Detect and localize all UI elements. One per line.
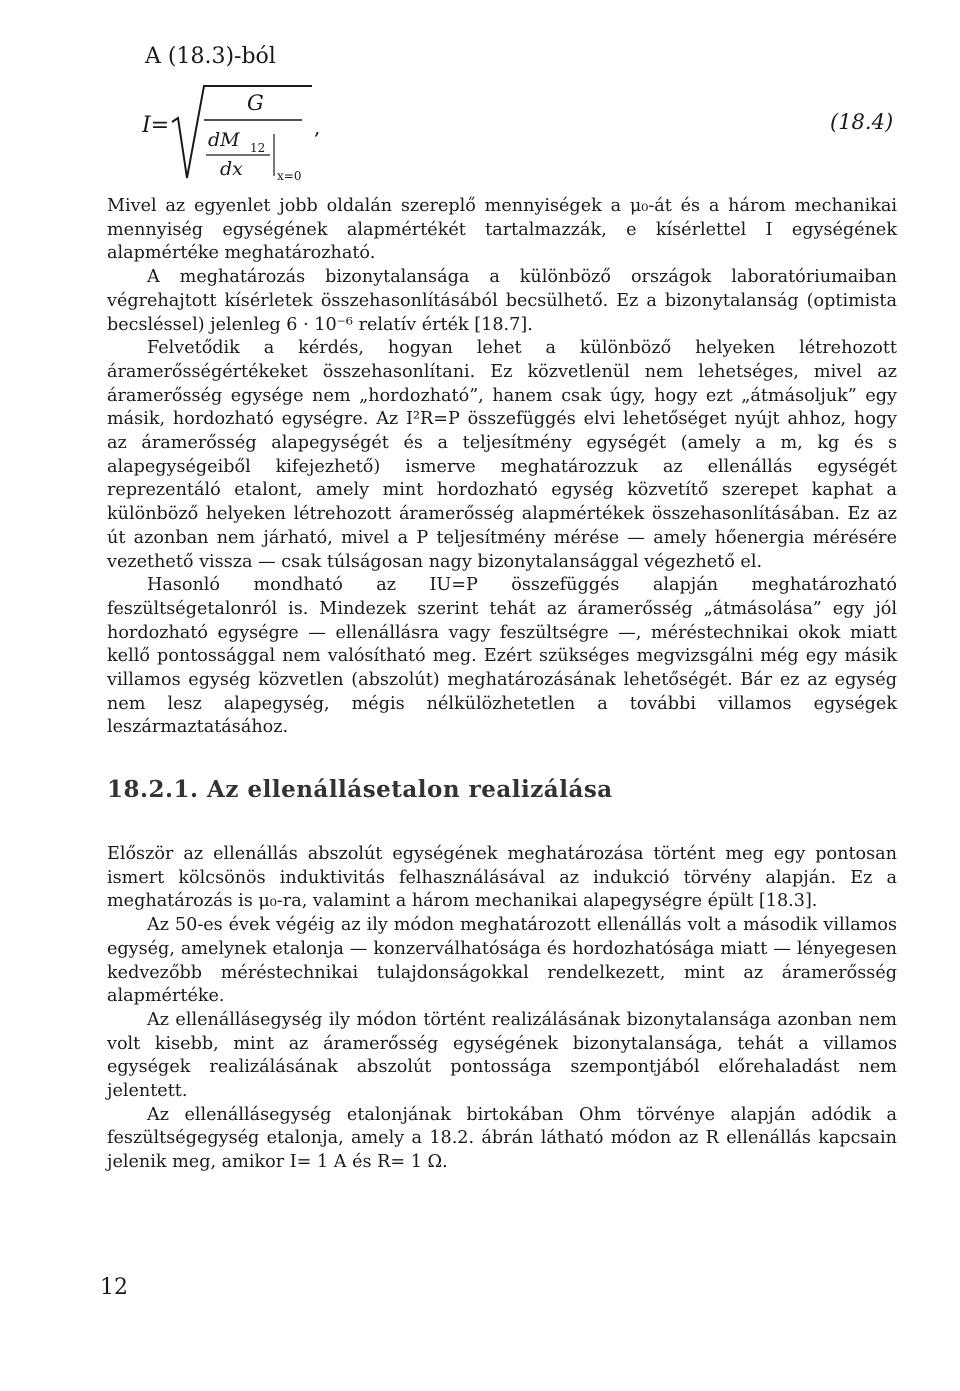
- text-block-before-heading: [107, 195, 897, 740]
- paragraph: Mivel az egyenlet jobb oldalán szereplő mennyiségek a μ₀-át és a három mechanikai mennyiség egységének alapmértékét tartalmazzák, e kísérlettel I egységének alapmértéke meghatározható.: [107, 196, 897, 264]
- intro-line: A (18.3)-ból: [145, 44, 276, 69]
- paragraph: Az ellenállásegység etalonjának birtokában Ohm törvénye alapján adódik a feszültségegység etalonja, amely a 18.2. ábrán látható módon az R ellenállás kapcsain jelenik meg, amikor I= 1 A és R= 1 Ω.: [107, 1104, 897, 1173]
- inner-numerator-sub: 12: [250, 141, 266, 155]
- formula-lhs: I=: [142, 113, 170, 138]
- formula-comma: ,: [314, 115, 321, 139]
- formula-18-4: [142, 82, 902, 182]
- paragraph: Az 50-es évek végéig az ily módon meghatározott ellenállás volt a második villamos egység, amelynek etalonja — konzerválhatósága és hordozhatósága miatt — lényegesen kedvezőbb méréstechnikai tulajdonságokkal rendelkezett, mint az áramerősség alapmértéke.: [107, 915, 897, 1007]
- evaluation-subscript: x=0: [277, 169, 302, 182]
- section-heading: 18.2.1. Az ellenállásetalon realizálása: [107, 776, 613, 803]
- text-block-after-heading: [107, 843, 897, 1175]
- paragraph: Először az ellenállás abszolút egységének meghatározása történt meg egy pontosan ismert kölcsönös induktivitás felhasználásával az indukció törvény alapján. Ez a meghatározás is μ₀-ra, valamint a három mechanikai alapegységre épült [18.3].: [107, 844, 897, 912]
- page-number: 12: [100, 1275, 128, 1300]
- paragraph: A meghatározás bizonytalansága a különböző országok laboratóriumaiban végrehajtott kísérletek összehasonlításából becsülhető. Ez a bizonytalanság (optimista becsléssel) jelenleg 6 · 10⁻⁶ relatív érték [18.7].: [107, 267, 897, 335]
- equation-number: (18.4): [830, 110, 894, 134]
- inner-denominator: dx: [220, 158, 243, 180]
- paragraph: Hasonló mondható az IU=P összefüggés alapján meghatározható feszültségetalonról is. Mindezek szerint tehát az áramerősség „átmásolása” egy jól hordozható egységre — ellenállásra vagy feszültségre —, méréstechnikai okok miatt kellő pontossággal nem valósítható meg. Ezért szükséges megvizsgálni még egy másik villamos egység közvetlen (abszolút) meghatározásának lehetőségét. Bár ez az egység nem lesz alapegység, mégis nélkülözhetetlen a további villamos egységek leszármaztatásához.: [107, 575, 897, 738]
- paragraph: Az ellenállásegység ily módon történt realizálásának bizonytalansága azonban nem volt kisebb, mint az áramerősség egységének bizonytalansága, tehát a villamos egységek realizálásának abszolút pontossága szempontjából előrehaladást nem jelentett.: [107, 1009, 897, 1102]
- paragraph: Felvetődik a kérdés, hogyan lehet a különböző helyeken létrehozott áramerősségértékeket összehasonlítani. Ez közvetlenül nem lehetséges, mivel az áramerősség egysége nem „hordozható”, hanem csak úgy, hogy ezt „átmásoljuk” egy másik, hordozható egységre. Az I²R=P összefüggés elvi lehetőséget nyújt ahhoz, hogy az áramerősség alapegységét és a teljesítmény egységét (amely a m, kg és s alapegységeiből kifejezhető) ismerve meghatározzuk az ellenállás egységét reprezentáló etalont, amely mint hordozható egység közvetítő szerepet kaphat a különböző helyeken létrehozott áramerősség alapmértékek összehasonlításában. Ez az út azonban nem járható, mivel a P teljesítmény mérése — amely hőenergia mérésére vezethető vissza — csak túlságosan nagy bizonytalansággal végezhető el.: [107, 338, 897, 572]
- inner-numerator: dM: [208, 129, 240, 151]
- formula-numerator: G: [247, 91, 264, 115]
